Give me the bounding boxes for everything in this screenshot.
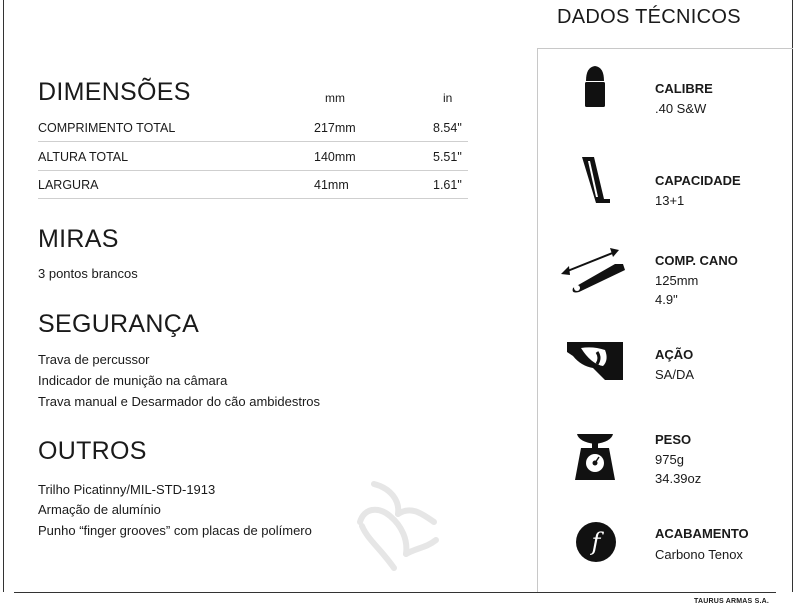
spec-value-calibre: .40 S&W	[655, 101, 707, 116]
spec-label-peso: PESO	[655, 432, 692, 447]
spec-label-acabamento: ACABAMENTO	[655, 526, 749, 541]
seguranca-item: Indicador de munição na câmara	[38, 373, 228, 388]
dimension-in: 1.61"	[433, 178, 462, 192]
spec-value-acao: SA/DA	[655, 367, 695, 382]
spec-value-acabamento: Carbono Tenox	[655, 547, 743, 562]
dados-tecnicos-panel	[537, 48, 793, 593]
dimension-mm: 140mm	[314, 150, 356, 164]
page-frame-left	[3, 0, 4, 592]
miras-title: MIRAS	[38, 225, 119, 253]
outros-item: Punho “finger grooves” com placas de polímero	[38, 523, 312, 538]
dimension-mm: 217mm	[314, 121, 356, 135]
dimension-in: 8.54"	[433, 121, 462, 135]
barrel-length-icon	[559, 246, 631, 294]
column-header-in: in	[443, 91, 453, 105]
dimension-row	[38, 115, 468, 142]
column-header-mm: mm	[325, 91, 345, 105]
scale-icon	[573, 432, 617, 482]
finish-icon-glyph: f	[591, 528, 601, 556]
outros-title: OUTROS	[38, 437, 147, 465]
spec-label-acao: AÇÃO	[655, 347, 694, 362]
dimension-label: COMPRIMENTO TOTAL	[38, 121, 176, 135]
bull-logo-watermark	[350, 478, 442, 574]
dimensoes-title: DIMENSÕES	[38, 78, 191, 106]
footer-divider	[14, 592, 776, 593]
dimension-in: 5.51"	[433, 150, 462, 164]
seguranca-item: Trava manual e Desarmador do cão ambidestros	[38, 394, 321, 409]
spec-value-peso: 34.39oz	[655, 471, 702, 486]
finish-icon	[575, 521, 617, 563]
outros-item: Trilho Picatinny/MIL-STD-1913	[38, 482, 216, 497]
spec-value-comp-cano: 4.9"	[655, 292, 678, 307]
spec-label-calibre: CALIBRE	[655, 81, 713, 96]
dimension-row	[38, 172, 468, 199]
dimension-mm: 41mm	[314, 178, 349, 192]
miras-item: 3 pontos brancos	[38, 266, 138, 281]
spec-label-comp-cano: COMP. CANO	[655, 253, 738, 268]
spec-value-peso: 975g	[655, 452, 684, 467]
magazine-icon	[578, 155, 612, 205]
spec-value-capacidade: 13+1	[655, 193, 685, 208]
outros-item: Armação de alumínio	[38, 502, 161, 517]
seguranca-item: Trava de percussor	[38, 352, 150, 367]
bullet-icon	[583, 65, 607, 109]
dados-tecnicos-title: DADOS TÉCNICOS	[557, 6, 741, 28]
footer-company: TAURUS ARMAS S.A.	[694, 598, 769, 605]
trigger-action-icon	[567, 342, 623, 380]
spec-value-comp-cano: 125mm	[655, 273, 699, 288]
dimension-label: LARGURA	[38, 178, 99, 192]
dimension-label: ALTURA TOTAL	[38, 150, 129, 164]
dimension-row	[38, 144, 468, 171]
spec-label-capacidade: CAPACIDADE	[655, 173, 741, 188]
seguranca-title: SEGURANÇA	[38, 310, 200, 338]
